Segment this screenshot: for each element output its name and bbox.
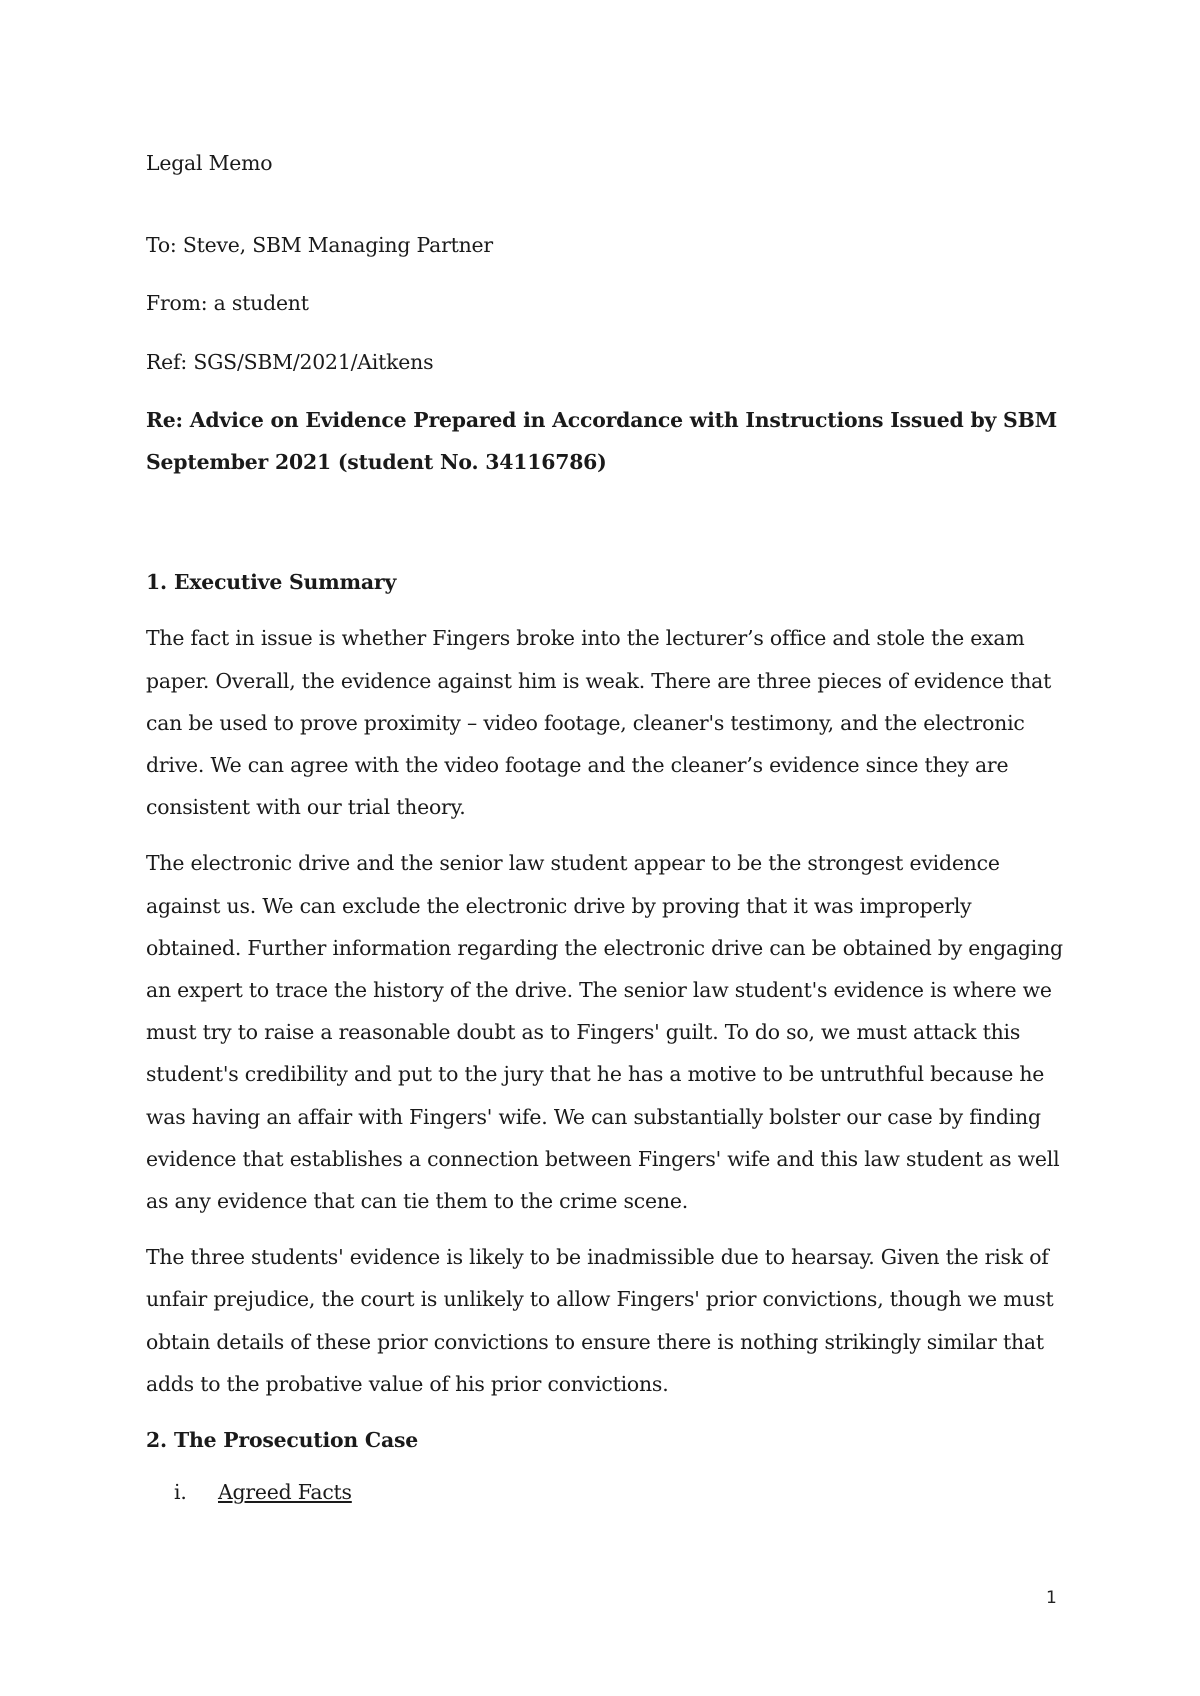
memo-to-line: To: Steve, SBM Managing Partner: [146, 233, 493, 258]
section-title: The Prosecution Case: [174, 1428, 419, 1453]
page-number: 1: [1046, 1588, 1057, 1608]
section-number: 2.: [146, 1428, 167, 1453]
memo-ref-line: Ref: SGS/SBM/2021/Aitkens: [146, 349, 434, 374]
subsection-number: i.: [174, 1480, 187, 1505]
section-title: Executive Summary: [174, 570, 397, 595]
section-heading-executive-summary: [146, 561, 1066, 603]
paragraph: The fact in issue is whether Fingers broke into the lecturer’s office and stole the exam paper. Overall, the evidence against him is weak. There are three pieces of evidence that can be used to prove proximity – video footage, cleaner's testimony, and the electronic drive. We can agree with the video footage and the cleaner’s evidence since they are consistent with our trial theory.: [146, 626, 1052, 820]
subsection-label: Agreed Facts: [218, 1480, 352, 1505]
memo-re-line: Re: Advice on Evidence Prepared in Accordance with Instructions Issued by SBM September 2021 (student No. 34116786): [146, 407, 1057, 475]
memo-title: Legal Memo: [146, 151, 273, 175]
memo-body: [146, 142, 1066, 1509]
section-number: 1.: [146, 570, 167, 595]
section-heading-prosecution-case: [146, 1419, 1066, 1461]
subsection-agreed-facts: [146, 1475, 1066, 1509]
paragraph: The electronic drive and the senior law student appear to be the strongest evidence against us. We can exclude the electronic drive by proving that it was improperly obtained. Further information regarding the electronic drive can be obtained by engaging an expert to trace the history of the drive. The senior law student's evidence is where we must try to raise a reasonable doubt as to Fingers' guilt. To do so, we must attack this student's credibility and put to the jury that he has a motive to be untruthful because he was having an affair with Fingers' wife. We can substantially bolster our case by finding evidence that establishes a connection between Fingers' wife and this law student as well as any evidence that can tie them to the crime scene.: [146, 851, 1063, 1214]
paragraph: The three students' evidence is likely to be inadmissible due to hearsay. Given the risk of unfair prejudice, the court is unlikely to allow Fingers' prior convictions, though we must obtain details of these prior convictions to ensure there is nothing strikingly similar that adds to the probative value of his prior convictions.: [146, 1245, 1054, 1396]
memo-from-line: From: a student: [146, 291, 309, 316]
